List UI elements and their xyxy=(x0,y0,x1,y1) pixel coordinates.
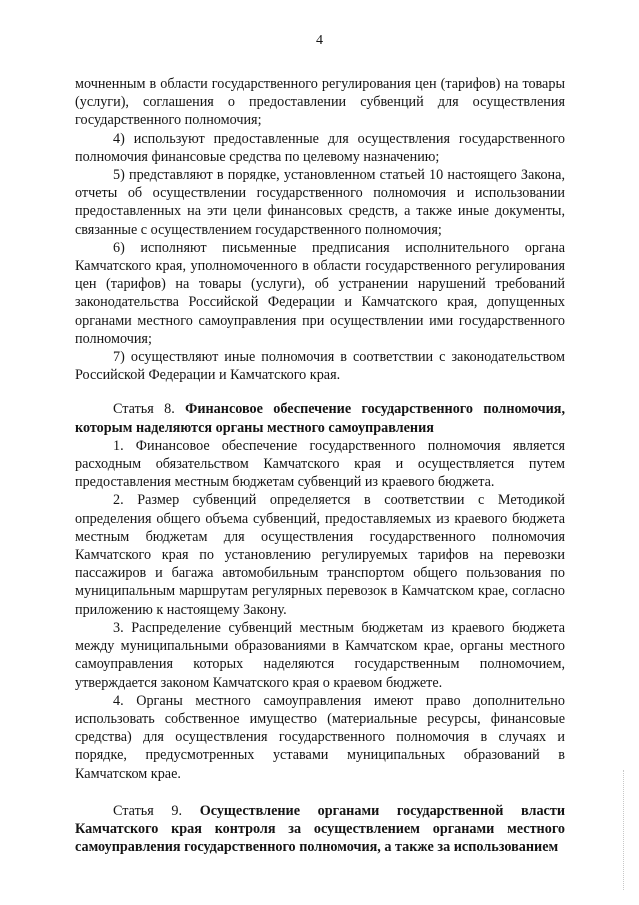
scan-edge-mark xyxy=(623,770,626,890)
article-8-number: Статья 8. xyxy=(113,401,175,418)
article-9-title: Осуществление органами государственной власти Камчатского края контроля за осуществлением органами местного самоуправления государственного полномочия, а также за использованием xyxy=(75,802,566,856)
article-8-paragraph: 1. Финансовое обеспечение государственного полномочия является расходным обязательством Камчатского края и осуществляется путем предоставления местным бюджетам субвенций из краевого бюджета. xyxy=(75,437,565,491)
article-8-paragraph: 3. Распределение субвенций местным бюджетам из краевого бюджета между муниципальными образованиями в Камчатском крае, органы местного самоуправления которых наделяются государственным полномочием, утверждается законом Камчатского края о краевом бюджете. xyxy=(75,619,565,691)
list-item: 6) исполняют письменные предписания исполнительного органа Камчатского края, уполномоченного в области государственного регулирования цен (тарифов) на товары (услуги), об устранении нарушений требований законодательства Российской Федерации и Камчатского края, допущенных органами местного самоуправления при осуществлении ими государственного полномочия; xyxy=(75,239,565,347)
section-gap xyxy=(75,384,565,400)
list-item: 5) представляют в порядке, установленном статьей 10 настоящего Закона, отчеты об осуществлении государственного полномочия и использовании предоставленных на эти цели финансовых средств, а также иные документы, связанные с осуществлением государственного полномочия; xyxy=(75,167,565,238)
article-8-paragraph: 2. Размер субвенций определяется в соответствии с Методикой определения общего объема субвенций, предоставляемых из краевого бюджета местным бюджетам для осуществления государственного полномочия Камчатского края по установлению регулируемых тарифов на перевозки пассажиров и багажа автомобильным транспортом общего пользования по муниципальным маршрутам регулярных перевозок в Камчатском крае, согласно приложению к настоящему Закону. xyxy=(75,492,565,618)
article-9-heading xyxy=(75,802,565,857)
continuation-paragraph: мочненным в области государственного регулирования цен (тарифов) на товары (услуги), соглашения о предоставлении субвенций для осуществления государственного полномочия; xyxy=(75,76,565,129)
document-body xyxy=(75,75,565,856)
list-item: 7) осуществляют иные полномочия в соответствии с законодательством Российской Федерации и Камчатского края. xyxy=(75,349,565,384)
article-8-title: Финансовое обеспечение государственного полномочия, которым наделяются органы местного самоуправления xyxy=(75,401,565,436)
article-8-heading xyxy=(75,400,565,436)
list-item: 4) используют предоставленные для осуществления государственного полномочия финансовые средства по целевому назначению; xyxy=(75,130,565,165)
section-gap xyxy=(75,783,565,802)
page-number: 4 xyxy=(316,33,323,48)
article-9-number: Статья 9. xyxy=(113,802,183,819)
article-8-paragraph: 4. Органы местного самоуправления имеют право дополнительно использовать собственное имущество (материальные ресурсы, финансовые средства) для осуществления государственного полномочия в случаях и порядке, предусмотренных уставами муниципальных образований в Камчатском крае. xyxy=(75,692,565,782)
